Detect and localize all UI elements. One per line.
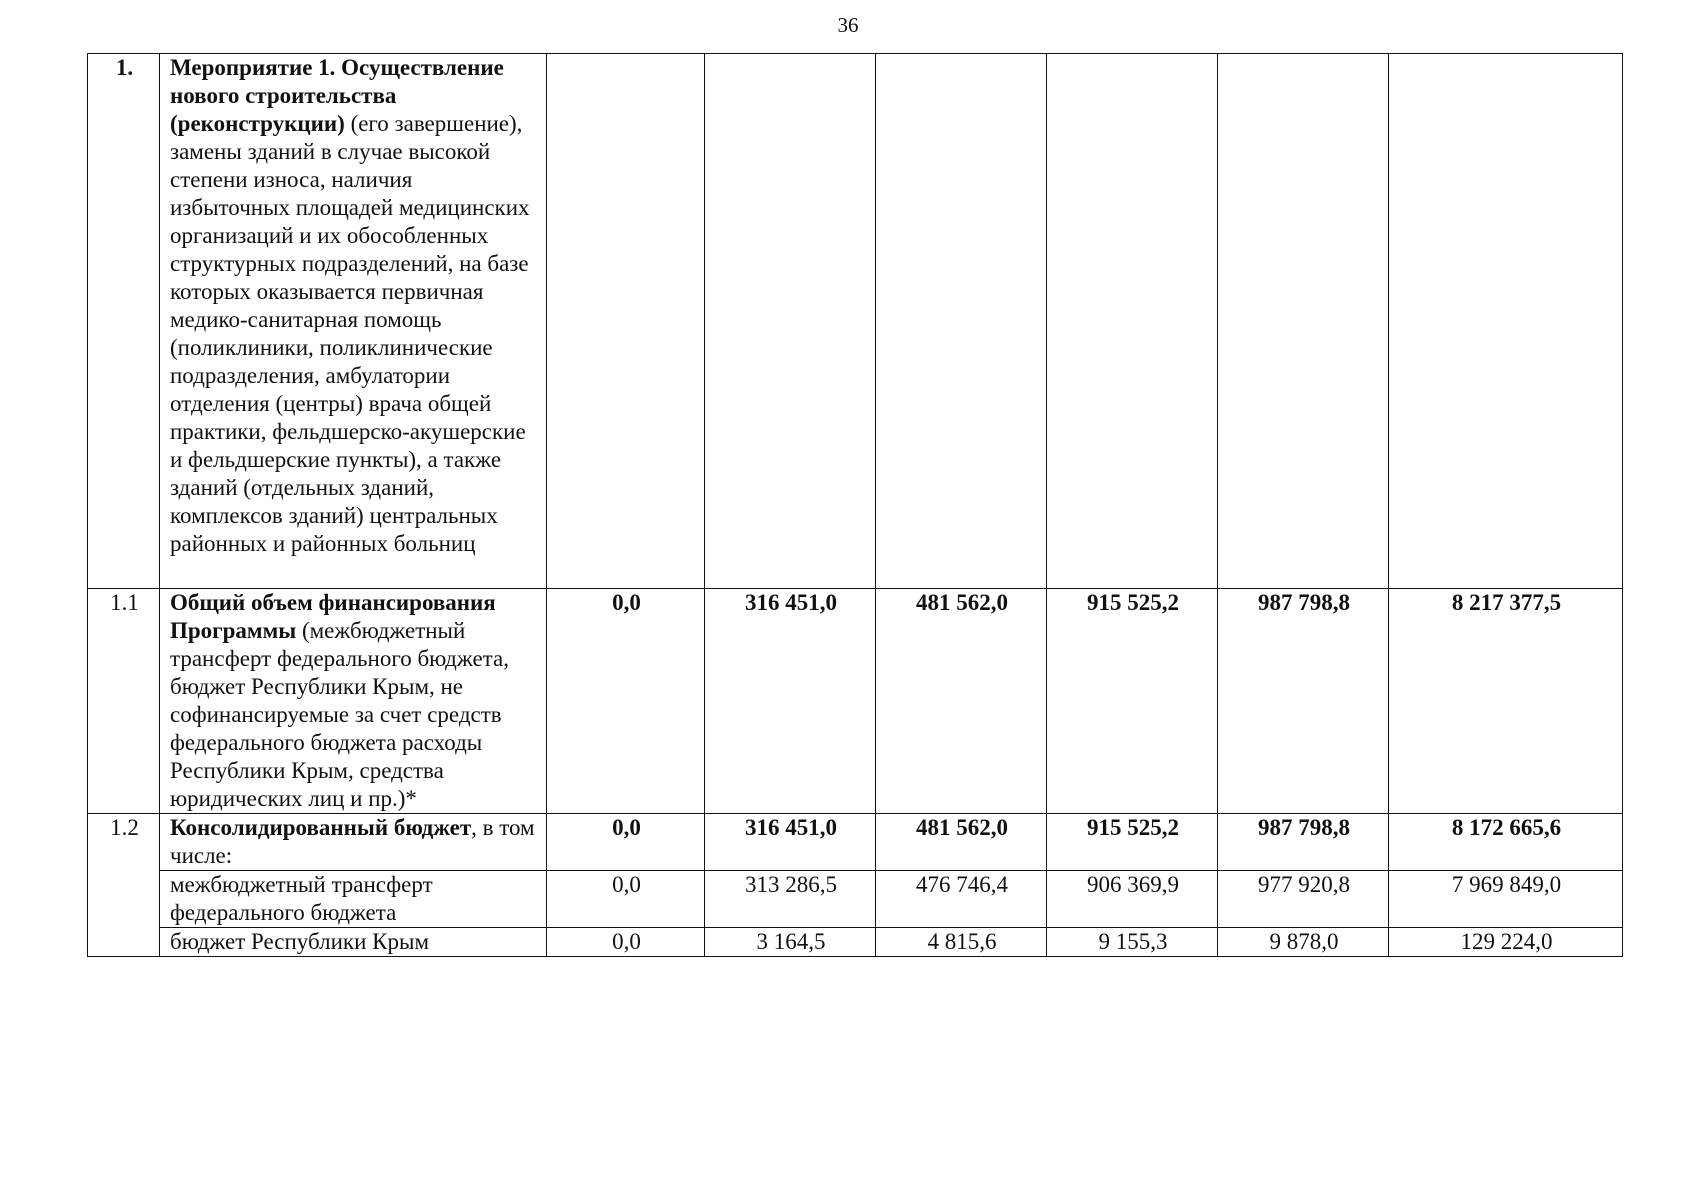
row-description: бюджет Республики Крым xyxy=(160,928,547,957)
value-cell: 0,0 xyxy=(547,589,705,814)
table-row-total-financing xyxy=(88,589,1623,814)
row-number: 1. xyxy=(88,54,160,589)
value-cell: 481 562,0 xyxy=(876,589,1047,814)
value-cell: 476 746,4 xyxy=(876,871,1047,928)
value-cell: 4 815,6 xyxy=(876,928,1047,957)
value-cell: 481 562,0 xyxy=(876,814,1047,871)
row-description: межбюджетный трансферт федерального бюджета xyxy=(160,871,547,928)
value-cell: 915 525,2 xyxy=(1047,814,1218,871)
row-description-bold: Общий объем финансирования Программы xyxy=(170,590,496,643)
value-cell: 8 217 377,5 xyxy=(1389,589,1623,814)
value-cell: 0,0 xyxy=(547,871,705,928)
value-cell: 3 164,5 xyxy=(705,928,876,957)
page-number: 36 xyxy=(837,13,859,37)
value-cell xyxy=(1218,54,1389,589)
value-cell: 0,0 xyxy=(547,928,705,957)
table-row-activity-1 xyxy=(88,54,1623,589)
table-row-crimea-budget xyxy=(88,928,1623,957)
value-cell: 906 369,9 xyxy=(1047,871,1218,928)
value-cell: 9 155,3 xyxy=(1047,928,1218,957)
row-description xyxy=(160,54,547,589)
value-cell: 129 224,0 xyxy=(1389,928,1623,957)
value-cell: 316 451,0 xyxy=(705,814,876,871)
row-description xyxy=(160,589,547,814)
value-cell xyxy=(876,54,1047,589)
value-cell: 8 172 665,6 xyxy=(1389,814,1623,871)
value-cell: 9 878,0 xyxy=(1218,928,1389,957)
row-number: 1.1 xyxy=(88,589,160,814)
row-description-bold: Консолидированный бюджет xyxy=(170,815,472,840)
value-cell xyxy=(1389,54,1623,589)
value-cell: 987 798,8 xyxy=(1218,814,1389,871)
value-cell: 7 969 849,0 xyxy=(1389,871,1623,928)
table-row-consolidated-budget xyxy=(88,814,1623,871)
row-description xyxy=(160,814,547,871)
value-cell xyxy=(1047,54,1218,589)
row-description-text: (его завершение), замены зданий в случае высокой степени износа, наличия избыточных площадей медицинских организаций и их обособленных структурных подразделений, на базе которых оказывается первичная медико-санитарная помощь (поликлиники, поликлинические подразделения, амбулатории отделения (центры) врача общей практики, фельдшерско-акушерские и фельдшерские пункты), а также зданий (отдельных зданий, комплексов зданий) центральных районных и районных больниц xyxy=(170,111,530,556)
value-cell xyxy=(705,54,876,589)
value-cell: 987 798,8 xyxy=(1218,589,1389,814)
value-cell: 915 525,2 xyxy=(1047,589,1218,814)
value-cell: 0,0 xyxy=(547,814,705,871)
row-description-text: (межбюджетный трансферт федерального бюджета, бюджет Республики Крым, не софинансируемые за счет средств федерального бюджета расходы Республики Крым, средства юридических лиц и пр.)* xyxy=(170,618,509,811)
value-cell: 313 286,5 xyxy=(705,871,876,928)
value-cell xyxy=(547,54,705,589)
value-cell: 977 920,8 xyxy=(1218,871,1389,928)
row-description-text: , в том числе: xyxy=(170,815,535,868)
table-row-federal-transfer xyxy=(88,871,1623,928)
row-description-bold: Мероприятие 1. Осуществление нового строительства (реконструкции) xyxy=(170,55,504,136)
value-cell: 316 451,0 xyxy=(705,589,876,814)
financing-table xyxy=(87,53,1623,957)
row-number: 1.2 xyxy=(88,814,160,957)
